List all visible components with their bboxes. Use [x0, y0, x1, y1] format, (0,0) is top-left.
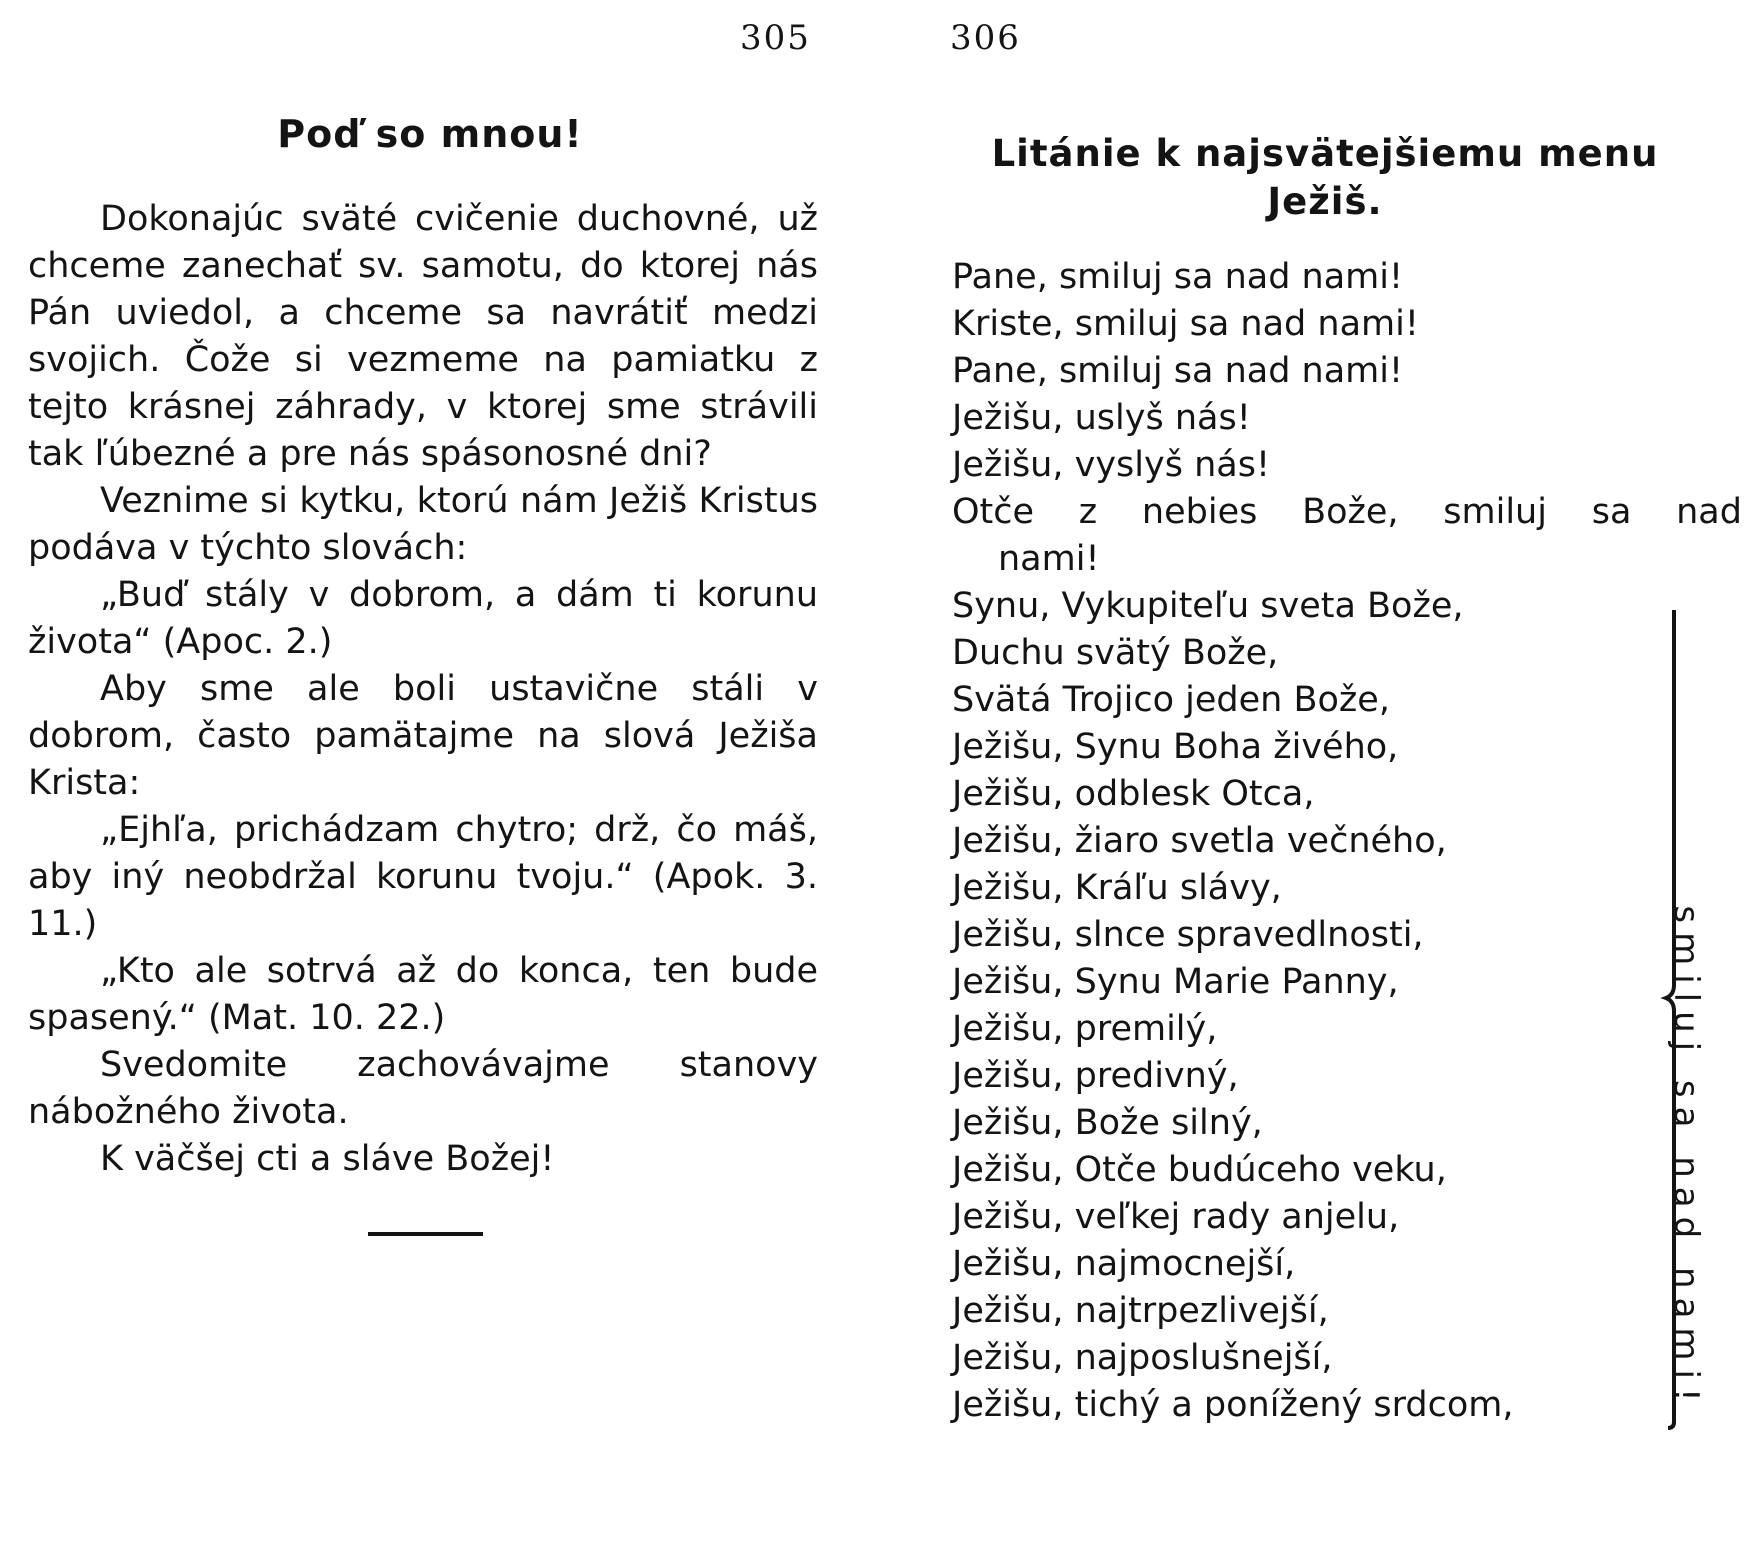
body-text [28, 196, 818, 1183]
invocation: Ježišu, žiaro svetla večného, [952, 821, 1447, 861]
invocation: Ježišu, najtrpezlivejší, [952, 1291, 1329, 1331]
litany-line-justified [952, 489, 1742, 536]
word: Otče [952, 492, 1035, 532]
invocation: Ježišu, veľkej rady anjelu, [952, 1197, 1400, 1237]
invocation: Ježišu, najposlušnejší, [952, 1338, 1333, 1378]
invocation: Synu, Vykupiteľu sveta Bože, [952, 586, 1464, 626]
paragraph: „Ejhľa, prichádzam chytro; drž, čo máš, aby iný neobdržal korunu tvoju.“ (Apok. 3. 11.) [28, 810, 818, 944]
paragraph: „Kto ale sotrvá až do konca, ten bude spasený.“ (Mat. 10. 22.) [28, 951, 818, 1038]
invocation: Ježišu, Kráľu slávy, [952, 868, 1282, 908]
invocation: Ježišu, premilý, [952, 1009, 1218, 1049]
right-page [940, 0, 1756, 1500]
word: z [1078, 492, 1098, 532]
invocation: Duchu svätý Bože, [952, 633, 1279, 673]
word: sa [1591, 492, 1632, 532]
invocation: Ježišu, Bože silný, [952, 1103, 1263, 1143]
invocation: Ježišu, predivný, [952, 1056, 1239, 1096]
page-number: 306 [950, 18, 1021, 58]
left-page [0, 0, 860, 1500]
word: smiluj [1443, 492, 1547, 532]
paragraph: Veznime si kytku, ktorú nám Ježiš Kristus podáva v týchto slovách: [28, 481, 818, 568]
word: nad [1676, 492, 1742, 532]
litany-line-continuation: nami! [998, 539, 1100, 579]
paragraph: K väčšej cti a sláve Božej! [100, 1139, 555, 1179]
invocation: Ježišu, slnce spravedlnosti, [952, 915, 1424, 955]
litany-line: Pane, smiluj sa nad nami! [952, 257, 1404, 297]
invocation: Svätá Trojico jeden Bože, [952, 680, 1390, 720]
invocation: Ježišu, Otče budúceho veku, [952, 1150, 1447, 1190]
word: Bože, [1302, 492, 1399, 532]
page-title: Litánie k najsvätejšiemu menu Ježiš. [991, 132, 1659, 223]
paragraph: „Buď stály v dobrom, a dám ti korunu života“ (Apoc. 2.) [28, 575, 818, 662]
paragraph: Dokonajúc sväté cvičenie duchovné, už chceme zanechať sv. samotu, do ktorej nás Pán uviedol, a chceme sa navrátiť medzi svojich. Čože si vezmeme na pamiatku z tejto krásnej záhrady, v ktorej sme strávili tak ľúbezné a pre nás spásonosné dni? [28, 199, 818, 474]
invocation: Ježišu, Synu Boha živého, [952, 727, 1399, 767]
litany-list [952, 254, 1742, 1429]
page-title: Poď so mnou! [277, 112, 583, 156]
litany-line: Kriste, smiluj sa nad nami! [952, 304, 1419, 344]
response-text: smiluj sa nad nami! [1666, 905, 1706, 1411]
litany-line: Pane, smiluj sa nad nami! [952, 351, 1404, 391]
paragraph: Aby sme ale boli ustavične stáli v dobrom, často pamätajme na slová Ježiša Krista: [28, 669, 818, 803]
section-divider [368, 1232, 483, 1236]
paragraph: Svedomite zachovávajme stanovy nábožného života. [28, 1045, 818, 1132]
response-bracket-group [1660, 610, 1720, 1430]
invocation: Ježišu, odblesk Otca, [952, 774, 1315, 814]
invocation: Ježišu, tichý a ponížený srdcom, [952, 1385, 1514, 1425]
invocation: Ježišu, najmocnejší, [952, 1244, 1296, 1284]
page-number: 305 [740, 18, 811, 58]
word: nebies [1141, 492, 1258, 532]
litany-line: Ježišu, uslyš nás! [952, 398, 1251, 438]
litany-line: Ježišu, vyslyš nás! [952, 445, 1270, 485]
invocation: Ježišu, Synu Marie Panny, [952, 962, 1399, 1002]
